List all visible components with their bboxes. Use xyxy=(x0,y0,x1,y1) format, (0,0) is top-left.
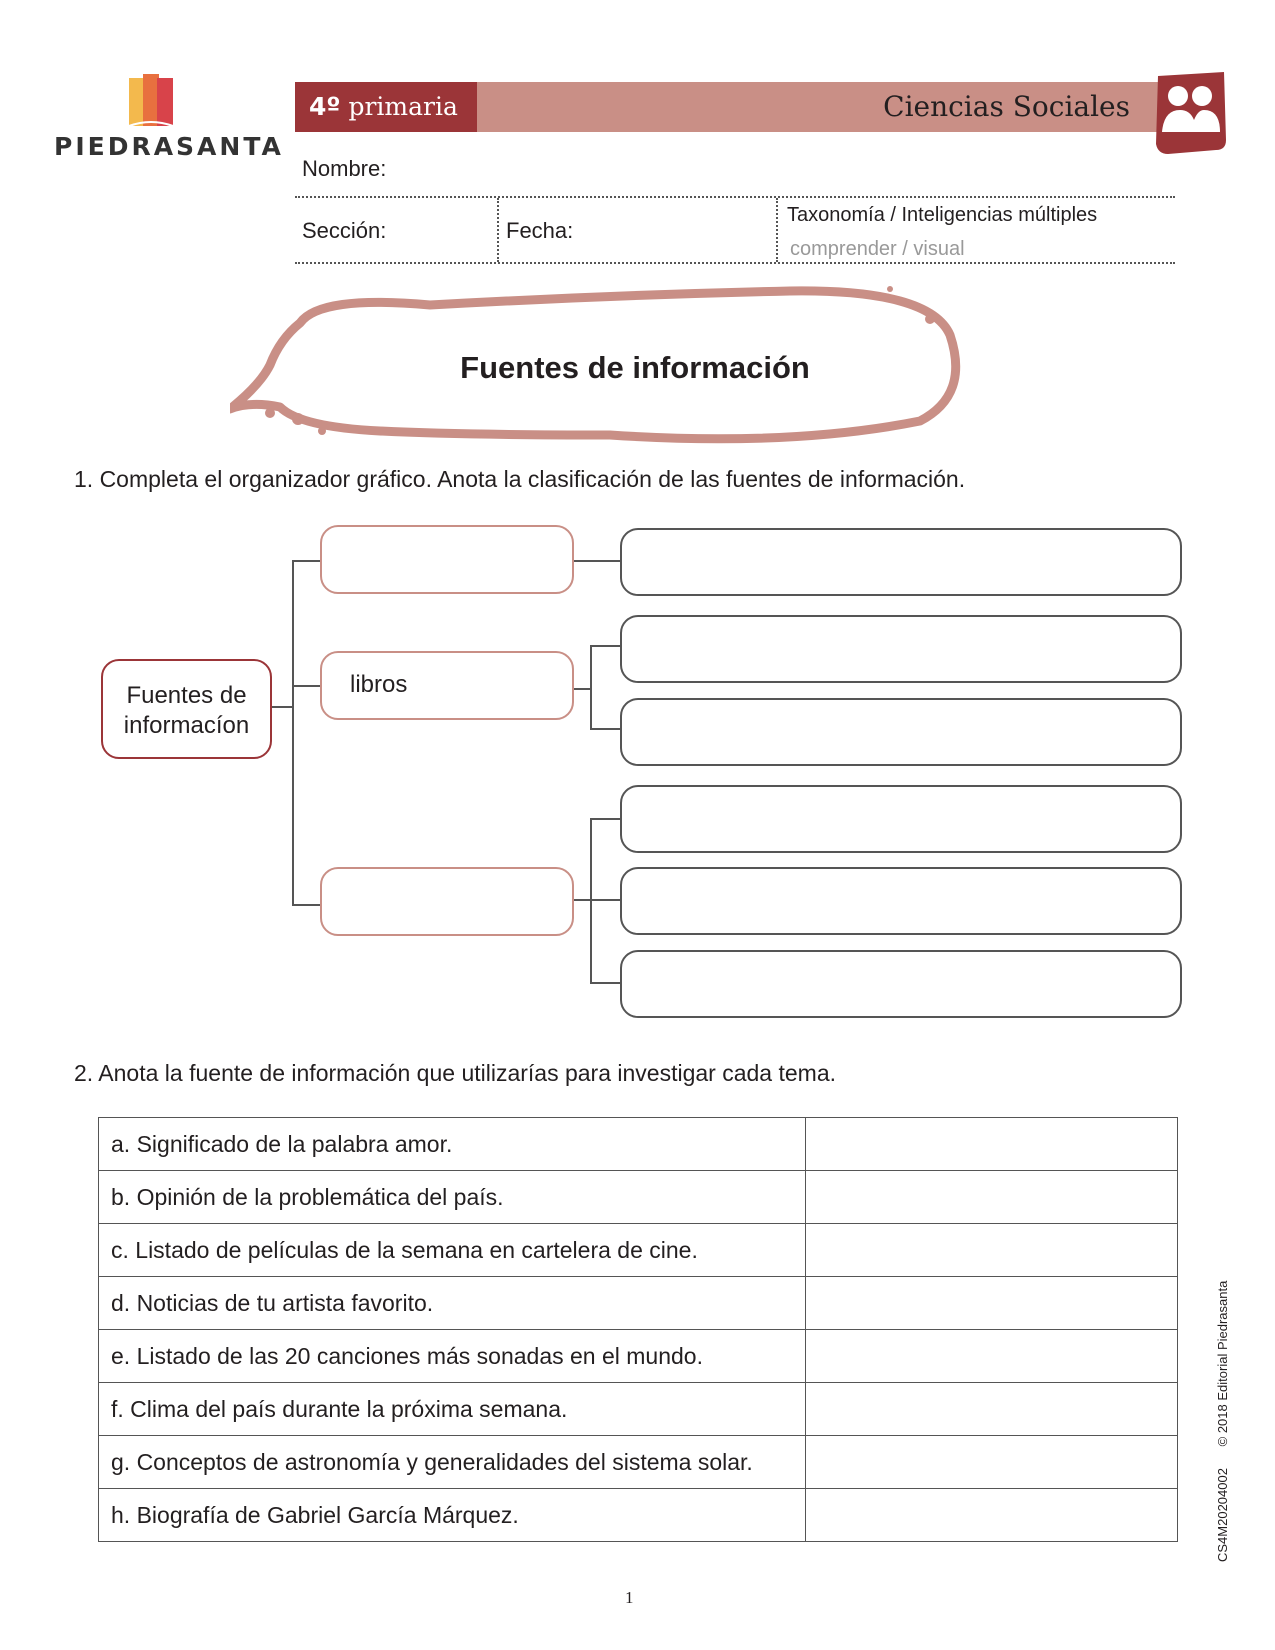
connector xyxy=(590,728,620,730)
topic-cell: g. Conceptos de astronomía y generalidades del sistema solar. xyxy=(99,1436,806,1489)
connector xyxy=(590,899,620,901)
copyright-note xyxy=(1215,1281,1230,1562)
organizer-category-box-1[interactable] xyxy=(320,525,574,594)
organizer-answer-box-5[interactable] xyxy=(620,867,1182,935)
connector xyxy=(574,560,620,562)
connector xyxy=(292,685,320,687)
topic-cell: f. Clima del país durante la próxima semana. xyxy=(99,1383,806,1436)
root-line-1: Fuentes de xyxy=(126,682,247,709)
connector xyxy=(590,982,620,984)
taxonomy-label: Taxonomía / Inteligencias múltiples xyxy=(787,204,1098,226)
topic-cell: h. Biografía de Gabriel García Márquez. xyxy=(99,1489,806,1542)
section-line[interactable] xyxy=(295,262,1175,264)
grade-text: primaria xyxy=(348,92,458,121)
topics-table xyxy=(98,1117,1178,1542)
date-taxonomy-divider xyxy=(776,198,778,262)
table-row xyxy=(99,1383,1178,1436)
answer-cell[interactable] xyxy=(806,1383,1178,1436)
page-title: Fuentes de información xyxy=(460,350,810,385)
organizer-answer-box-3[interactable] xyxy=(620,698,1182,766)
grade-tab xyxy=(295,82,477,132)
section-label: Sección: xyxy=(302,218,387,243)
libros-text: libros xyxy=(350,671,408,698)
question-2-prompt: 2. Anota la fuente de información que utilizarías para investigar cada tema. xyxy=(74,1060,837,1086)
name-label: Nombre: xyxy=(302,156,387,181)
topic-cell: b. Opinión de la problemática del país. xyxy=(99,1171,806,1224)
organizer-answer-box-2[interactable] xyxy=(620,615,1182,683)
date-label: Fecha: xyxy=(506,218,574,243)
organizer-category-box-2[interactable] xyxy=(320,651,574,720)
table-row xyxy=(99,1118,1178,1171)
copyright-text: © 2018 Editorial Piedrasanta xyxy=(1215,1280,1230,1447)
connector xyxy=(292,904,320,906)
topic-cell: e. Listado de las 20 canciones más sonadas en el mundo. xyxy=(99,1330,806,1383)
taxonomy-value: comprender / visual xyxy=(790,238,965,260)
table-row xyxy=(99,1330,1178,1383)
answer-cell[interactable] xyxy=(806,1224,1178,1277)
answer-cell[interactable] xyxy=(806,1118,1178,1171)
connector xyxy=(292,560,294,906)
answer-cell[interactable] xyxy=(806,1436,1178,1489)
connector xyxy=(590,818,620,820)
section-date-divider xyxy=(497,198,499,262)
connector xyxy=(272,706,294,708)
organizer-answer-box-1[interactable] xyxy=(620,528,1182,596)
name-line[interactable] xyxy=(295,196,1175,198)
answer-cell[interactable] xyxy=(806,1330,1178,1383)
topic-cell: a. Significado de la palabra amor. xyxy=(99,1118,806,1171)
people-icon xyxy=(1150,70,1230,156)
table-row xyxy=(99,1171,1178,1224)
table-row xyxy=(99,1436,1178,1489)
grade-number: 4º xyxy=(309,92,341,121)
topic-cell: c. Listado de películas de la semana en cartelera de cine. xyxy=(99,1224,806,1277)
page-number: 1 xyxy=(625,1588,634,1607)
answer-cell[interactable] xyxy=(806,1171,1178,1224)
table-row xyxy=(99,1277,1178,1330)
subject-title: Ciencias Sociales xyxy=(883,90,1130,123)
organizer-answer-box-6[interactable] xyxy=(620,950,1182,1018)
connector xyxy=(590,645,620,647)
organizer-root-node xyxy=(101,659,272,759)
root-line-2: informacíon xyxy=(123,712,250,739)
table-row xyxy=(99,1224,1178,1277)
table-row xyxy=(99,1489,1178,1542)
answer-cell[interactable] xyxy=(806,1277,1178,1330)
answer-cell[interactable] xyxy=(806,1489,1178,1542)
logo-text: PIEDRASANTA xyxy=(54,132,284,161)
organizer-answer-box-4[interactable] xyxy=(620,785,1182,853)
connector xyxy=(590,645,592,730)
connector xyxy=(590,818,592,984)
question-1-prompt: 1. Completa el organizador gráfico. Anota la clasificación de las fuentes de información. xyxy=(74,466,966,492)
organizer-category-box-3[interactable] xyxy=(320,867,574,936)
topic-cell: d. Noticias de tu artista favorito. xyxy=(99,1277,806,1330)
document-code: CS4M20204002 xyxy=(1215,1468,1230,1562)
connector xyxy=(292,560,320,562)
